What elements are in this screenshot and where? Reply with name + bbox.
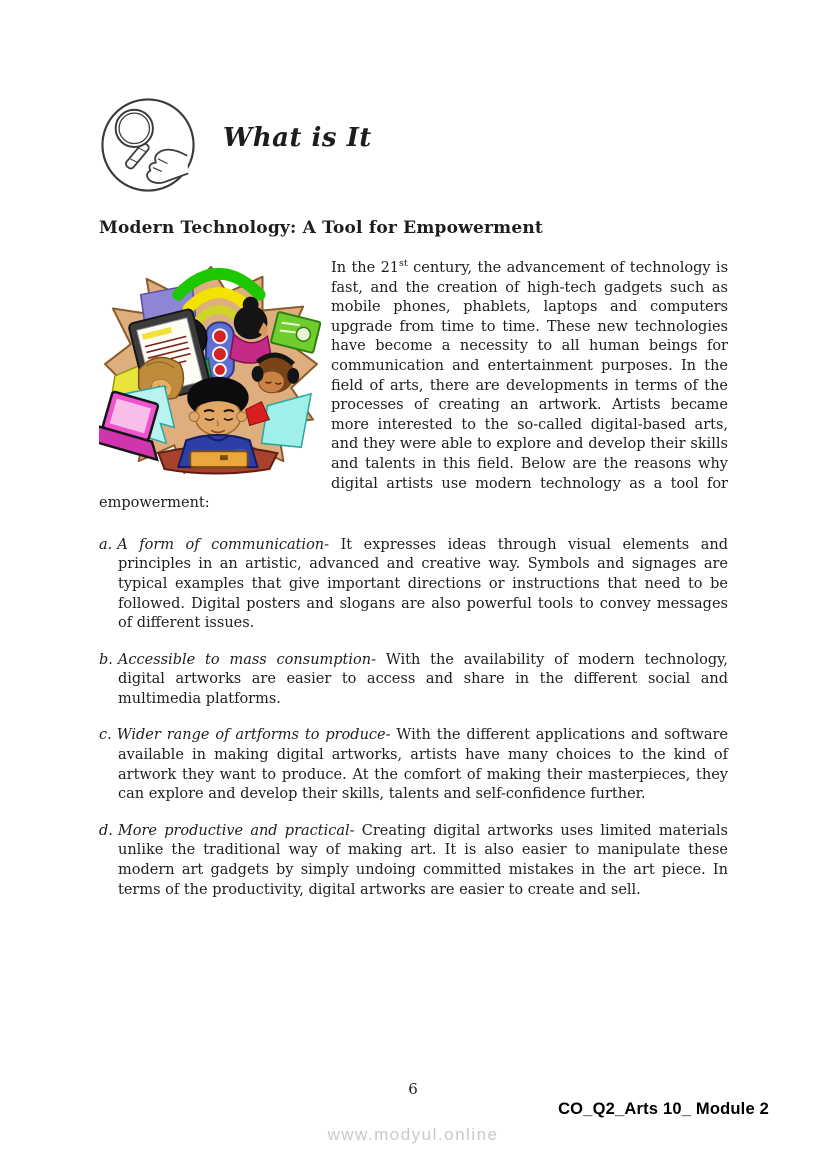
reason-lead: A form of communication: [117, 536, 325, 553]
reason-label: b.: [99, 651, 113, 668]
reason-label: d.: [99, 822, 113, 839]
page-content: [99, 0, 728, 917]
reason-item-a: [99, 536, 728, 634]
intro-text-start: In the 21: [331, 260, 400, 276]
intro-text-rest: century, the advancement of technology is fast, and the creation of high-tech gadgets such as mobile phones, phablets, laptops and computers upgrade from time to time. These new technologies have become a necessity to all human beings for communication and entertainment purposes. In the field of arts, there are developments in terms of the processes of creating an artwork. Artists became more interested to the so-called digital-based arts, and they were able to explore and develop their skills and talents in this field. Below are the reasons why digital artists use modern technology as a tool for empowerment:: [99, 260, 729, 512]
reason-text: - With the availability of modern technology, digital artworks are easier to access and share in the different social and multimedia platforms.: [118, 651, 728, 707]
reason-lead: More productive and practical: [117, 822, 350, 839]
reason-text: - With the different applications and software available in making digital artworks, artists have many choices to the kind of artwork they want to produce. At the comfort of making their masterpieces, they can explore and develop their skills, talents and self-confidence further.: [118, 727, 729, 803]
reason-label: c.: [99, 727, 112, 744]
reason-label: a.: [99, 536, 113, 553]
section-header: [99, 96, 728, 194]
reason-item-b: [99, 651, 728, 710]
reason-item-d: [99, 822, 728, 900]
reason-text: - Creating digital artworks uses limited materials unlike the traditional way of making art. It is also easier to manipulate these modern art gadgets by simply undoing committed mistakes in the art piece. In terms of the productivity, digital artworks are easier to create and sell.: [118, 822, 728, 898]
reason-lead: Wider range of artforms to produce: [116, 727, 386, 744]
magnifying-glass-in-hand-icon: [99, 96, 197, 194]
students-using-gadgets-clipart: [99, 259, 323, 475]
page-number: 6: [408, 1080, 418, 1098]
intro-block: [99, 259, 728, 514]
module-code-footer: CO_Q2_Arts 10_ Module 2: [558, 1100, 769, 1118]
page-title: What is It: [223, 123, 372, 153]
reasons-list: [99, 536, 728, 901]
ordinal-superscript: st: [399, 258, 408, 270]
watermark-text: www.modyul.online: [327, 1125, 499, 1144]
reason-item-c: [99, 726, 728, 804]
section-heading: Modern Technology: A Tool for Empowerment: [99, 218, 543, 238]
reason-text: - It expresses ideas through visual elements and principles in an artistic, advanced and creative way. Symbols and signages are typical examples that give important directions or instructions that need to be followed. Digital posters and slogans are also powerful tools to convey messages of different issues.: [118, 536, 728, 632]
reason-lead: Accessible to mass consumption: [117, 651, 372, 668]
